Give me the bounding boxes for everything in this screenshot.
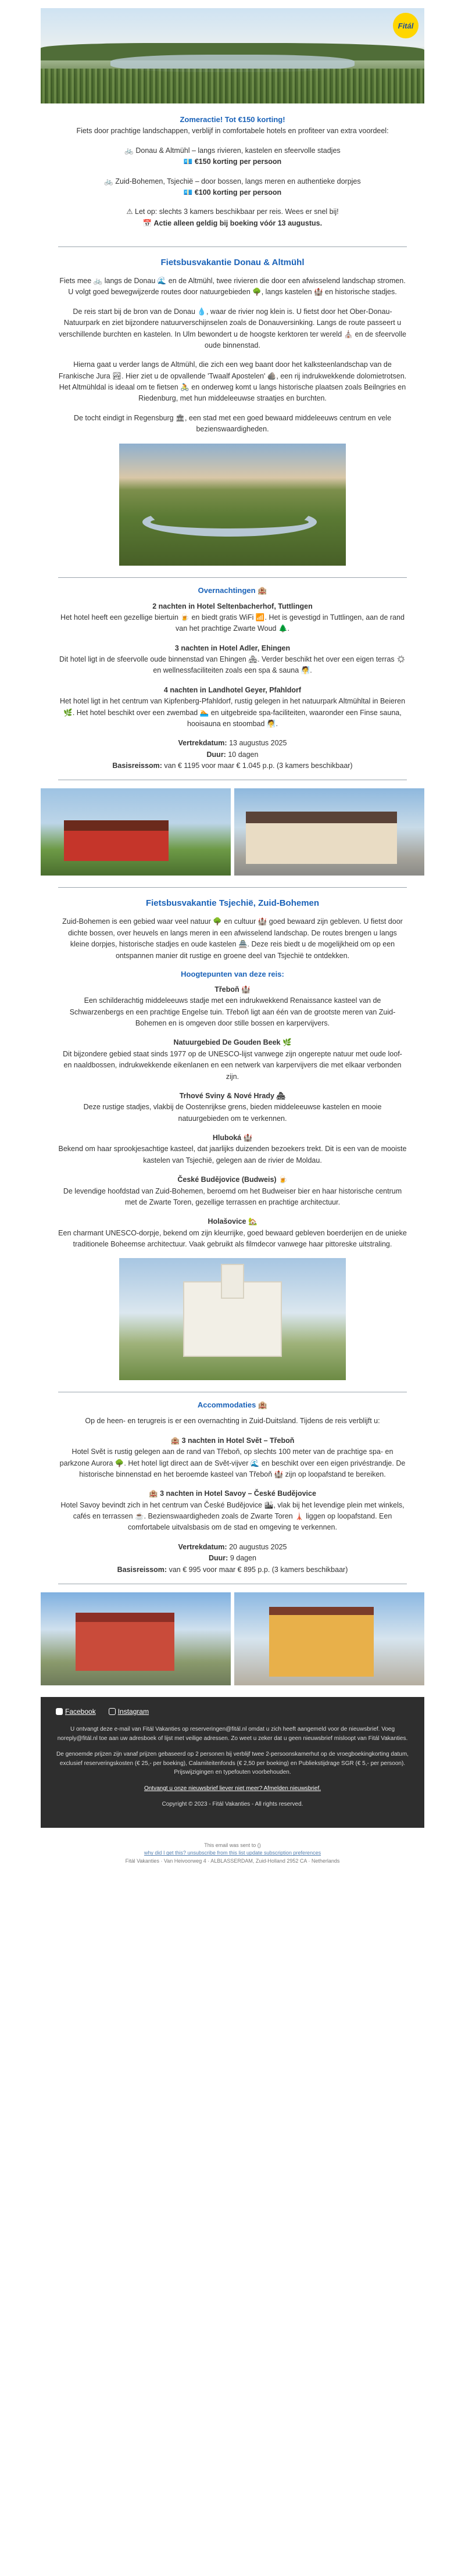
promo-intro: Fiets door prachtige landschappen, verblijf in comfortabele hotels en profiteer van extra voordeel: [76,127,389,135]
acc2-title: 🏨 3 nachten in Hotel Savoy – České Budějovice [149,1489,316,1498]
trip2-intro: Zuid-Bohemen is een gebied waar veel natuur 🌳 en cultuur 🏰 goed bewaard zijn gebleven. U fietst door dichte bossen, over heuvels en langs meren in een afwisselend landschap. De routes brengen u langs kleine dorpjes, historische stadjes en oude kastelen 🏯. Deze reis biedt u de mogelijkheid om op een ontspannen manier dit rustige en groene deel van Tsjechië te ontdekken. [62,917,403,960]
trip1-description [41,276,424,435]
footer-copyright: Copyright © 2023 - Fitál Vakanties - All rights reserved. [162,1801,303,1808]
hotel-photo-savoy [234,1592,424,1685]
highlight4-text: Bekend om haar sprookjesachtige kasteel, dat jaarlijks duizenden bezoekers trekt. Dit is een van de mooiste kastelen van Tsjechië, gelegen aan de rivier de Moldau. [58,1145,407,1164]
company-address: Fitál Vakanties · Van Heivoorweg 4 · ALBLASSERDAM, Zuid-Holland 2952 CA · Netherlands [125,1857,340,1864]
trip2-highlights [41,984,424,1251]
trip1-paragraph-1: Fiets mee 🚲 langs de Donau 🌊 en de Altmühl, twee rivieren die door een afwisselend landschap stromen. U volgt goed bewegwijzerde routes door natuurgebieden 🌳, langs kastelen 🏰 en historische stadjes. [59,277,406,296]
hotel-building [246,812,397,864]
trip1-duration-label: Duur: [206,750,226,759]
trip2-description [41,916,424,962]
hero-reeds [41,69,424,103]
highlight2-title: Natuurgebied De Gouden Beek 🌿 [173,1038,292,1047]
stay1-title: 2 nachten in Hotel Seltenbacherhof, Tuttlingen [152,602,313,610]
highlight6-text: Een charmant UNESCO-dorpje, bekend om zijn kleurrijke, goed bewaard gebleven boerderijen en de unieke traditionele Boheemse architectuur. Vaak gebruikt als filmdecor vanwege haar pittoreske uitstraling. [58,1228,407,1248]
acc1-title: 🏨 3 nachten in Hotel Svět – Třeboň [170,1436,295,1445]
instagram-link-text[interactable]: Instagram [117,1707,149,1716]
highlight2-text: Dit bijzondere gebied staat sinds 1977 op de UNESCO-lijst vanwege zijn ongerepte natuur met oude loof- en naaldbossen, indrukwekkende eikenlanen en een netwerk van karpervijvers die met elkaar verbonden zijn. [63,1049,402,1081]
sent-to-line: This email was sent to () [204,1842,261,1848]
stay2-title: 3 nachten in Hotel Adler, Ehingen [174,644,291,652]
facebook-link-text[interactable]: Facebook [65,1707,96,1716]
trip2-accommodations [41,1416,424,1575]
trip1-hotel-photos [41,788,424,876]
trip2-price-value: van € 995 voor maar € 895 p.p. (3 kamers beschikbaar) [169,1565,348,1574]
promo-offer1: 🚲 Donau & Altmühl – langs rivieren, kastelen en sfeervolle stadjes [124,146,341,155]
divider [58,577,407,578]
trip2-acc-intro: Op de heen- en terugreis is er een overnachting in Zuid-Duitsland. Tijdens de reis verblijft u: [85,1417,380,1425]
highlight6-title: Holašovice 🏡 [208,1217,257,1226]
promo-title: Zomeractie! Tot €150 korting! [180,115,285,124]
highlight3-text: Deze rustige stadjes, vlakbij de Oostenrijkse grens, bieden middeleeuwse kastelen en mooie natuurgebieden om te verkennen. [83,1103,382,1123]
divider [58,887,407,888]
trip2-heading: Fietsbusvakantie Tsjechië, Zuid-Bohemen [145,898,320,909]
stay1-text: Het hotel heeft een gezellige biertuin 🍺 en biedt gratis WiFi 📶. Het is gevestigd in Tuttlingen, aan de rand van het prachtige Zwarte Woud 🌲. [60,613,405,633]
highlight3-title: Trhové Sviny & Nové Hrady 🏘 [179,1091,286,1100]
footer [41,1697,424,1828]
trip2-date-value: 20 augustus 2025 [229,1542,287,1551]
trip1-price-value: van € 1195 voor maar € 1.045 p.p. (3 kamers beschikbaar) [164,762,353,770]
promo-offer2: 🚲 Zuid-Bohemen, Tsjechië – door bossen, langs meren en authentieke dorpjes [104,177,361,185]
trip1-date-value: 13 augustus 2025 [229,739,287,748]
stay3-title: 4 nachten in Landhotel Geyer, Pfahldorf [163,685,302,694]
trip2-hotel-photos [41,1592,424,1685]
hotel-photo-seltenbacherhof [41,788,231,876]
trip2-duration-label: Duur: [209,1554,228,1563]
promo-deadline: 📅 Actie alleen geldig bij boeking vóór 13 augustus. [142,219,323,227]
promo-offer2-discount: 💶 €100 korting per persoon [183,188,282,196]
trip1-stays-heading: Overnachtingen 🏨 [198,585,267,595]
trip1-stays [41,601,424,772]
acc1-text: Hotel Svět is rustig gelegen aan de rand van Třeboň, op slechts 100 meter van de prachtige spa- en parkzone Aurora 🌳. Het hotel ligt direct aan de Svět-vijver 🌊 en beschikt over een eigen privéstrandje. De historische binnenstad en het beroemde kasteel van Třeboň 🏰 zijn op loopafstand te bereiken. [59,1448,406,1478]
trip1-heading: Fietsbusvakantie Donau & Altmühl [160,258,305,267]
social-links [56,1706,409,1717]
stay3-text: Het hotel ligt in het centrum van Kipfenberg-Pfahldorf, rustig gelegen in het natuurpark Altmühltal in Beieren 🌿. Het hotel beschikt over een zwembad 🏊 en uitgebreide spa-faciliteiten, waaronder een Finse sauna, hooisauna en stoombad 🧖. [59,697,406,728]
trip2-highlights-heading: Hoogtepunten van deze reis: [181,969,284,978]
hotel-building [269,1607,374,1677]
trip1-paragraph-4: De tocht eindigt in Regensburg 🏛, een stad met een goed bewaard middeleeuws centrum en vele bezienswaardigheden. [73,413,392,434]
trip1-duration-value: 10 dagen [228,750,259,759]
highlight1-title: Třeboň 🏰 [214,985,251,994]
trip2-duration-value: 9 dagen [230,1554,256,1563]
highlight5-title: České Budějovice (Budweis) 🍺 [177,1176,288,1184]
unsubscribe-link[interactable]: Ontvangt u onze nieuwsbrief liever niet meer? Afmelden nieuwsbrief. [144,1785,321,1792]
hotel-photo-svet [41,1592,231,1685]
highlight1-text: Een schilderachtig middeleeuws stadje met een indrukwekkend Renaissance kasteel van de Schwarzenbergs en een prachtige Engelse tuin. Třeboň ligt aan één van de grootste meren van Zuid-Bohemen en is omgeven door stille bossen en karpervijvers. [69,996,396,1027]
facebook-link[interactable] [56,1706,96,1717]
bottom-info [0,1842,465,1866]
instagram-icon [109,1708,116,1715]
trip1-paragraph-2: De reis start bij de bron van de Donau 💧, waar de rivier nog klein is. U fietst door het Ober-Donau-Natuurpark en ziet bijzondere natuurverschijnselen zoals de Donauversinking. Langs de route passeert u verschillende burchten en kastelen. In Ulm bewondert u de hoogste kerktoren ter wereld ⛪ en de sfeervolle oude binnenstad. [59,307,406,349]
hero-image [41,8,424,103]
footer-legal-2: De genoemde prijzen zijn vanaf prijzen gebaseerd op 2 personen bij verblijf twee 2-persoonskamerhut op de vroegboekingkorting datum, exclusief reserveringskosten (€ 25,- per boeking), Calamiteitenfonds (€ 2,50 per boeking) en Publiekstijdrage SGR (€ 5,- per persoon). Prijswijzigingen en typefouten voorbehouden. [56,1751,409,1776]
trip1-paragraph-3: Hierna gaat u verder langs de Altmühl, die zich een weg baant door het kalksteenlandschap van de Frankische Jura 🏞. Hier ziet u de opvallende 'Twaalf Apostelen' 🪨, een rij indrukwekkende dolomietrotsen. Het Altmühldal is ideaal om te fietsen 🚴 en onderweg komt u langs historische plaatsen zoals Beilngries en Riedenburg, met hun middeleeuwse straatjes en burchten. [58,360,407,403]
email-container [41,8,424,1685]
divider [58,246,407,247]
promo-block [41,103,424,241]
trip2-price-label: Basisreissom: [117,1565,167,1574]
highlight5-text: De levendige hoofdstad van Zuid-Bohemen, beroemd om het Budweiser bier en haar historische centrum met de Zwarte Toren, gezellige terrassen en prachtige architectuur. [63,1187,402,1206]
highlight4-title: Hluboká 🏰 [212,1134,253,1142]
trip1-date-label: Vertrekdatum: [178,739,227,748]
footer-legal-1: U ontvangt deze e-mail van Fitál Vakanties op reserveringen@fitál.nl omdat u zich heeft aangemeld voor de nieuwsbrief. Voeg noreply@fitál.nl toe aan uw adresboek of lijst met veilige adressen. Zo weet u zeker dat u geen nieuwsbrief misloopt van Fitál Vakanties. [57,1726,408,1742]
promo-warning: ⚠ Let op: slechts 3 kamers beschikbaar per reis. Wees er snel bij! [126,208,339,216]
hotel-photo-adler [234,788,424,876]
promo-offer1-discount: 💶 €150 korting per persoon [183,158,282,166]
castle-photo [119,1258,346,1380]
preferences-links[interactable]: why did I get this? unsubscribe from this list update subscription preferences [144,1850,321,1856]
river-bend [142,508,317,537]
hotel-building [64,820,169,861]
stay2-text: Dit hotel ligt in de sfeervolle oude binnenstad van Ehingen 🏘. Verder beschikt het over een eigen terras ☀ en wellnessfaciliteiten zoals een spa & sauna 🧖. [59,655,406,675]
facebook-icon [56,1708,63,1715]
brand-logo[interactable]: Fitál [393,13,419,38]
hotel-building [76,1613,174,1671]
instagram-link[interactable] [109,1706,149,1717]
castle-tower [221,1264,244,1299]
trip2-acc-heading: Accommodaties 🏨 [197,1400,268,1410]
acc2-text: Hotel Savoy bevindt zich in het centrum van České Budějovice 🏙, vlak bij het levendige plein met winkels, cafés en terrassen ☕. Bezienswaardigheden zoals de Zwarte Toren 🗼 liggen op loopafstand. Een comfortabele uitvalsbasis om de stad en omgeving te verkennen. [60,1500,405,1532]
trip2-date-label: Vertrekdatum: [178,1542,227,1551]
trip1-price-label: Basisreissom: [112,762,162,770]
river-landscape-photo [119,444,346,566]
